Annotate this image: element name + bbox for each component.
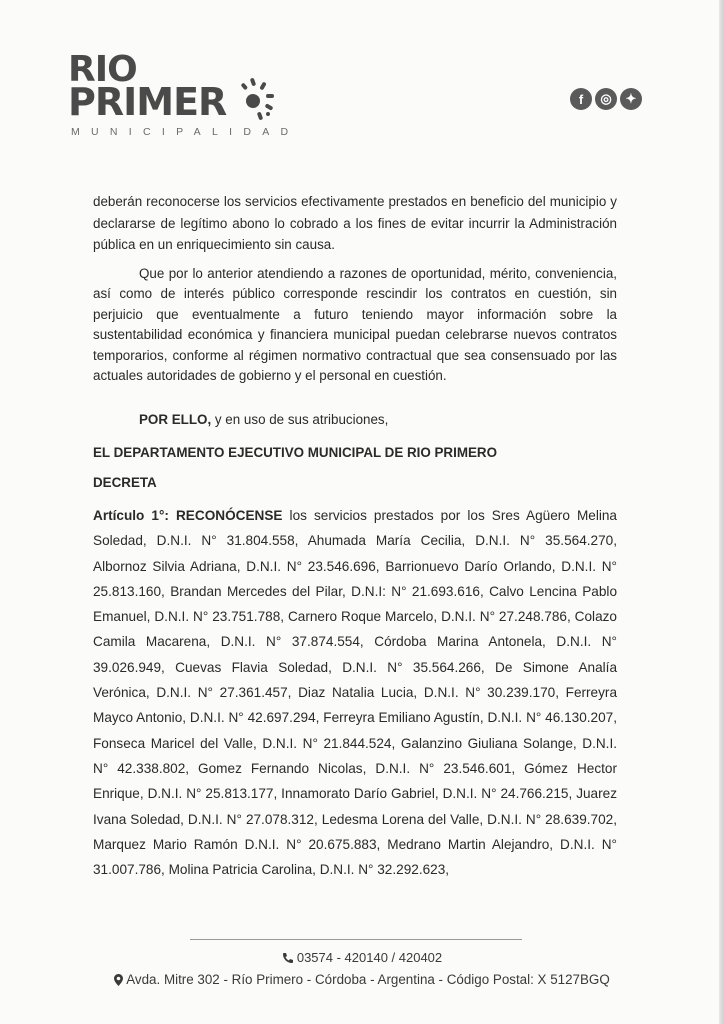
facebook-icon[interactable]: f bbox=[570, 88, 592, 110]
logo-line-primero: PRIMER bbox=[68, 80, 227, 124]
por-ello-bold: POR ELLO, bbox=[139, 412, 212, 427]
article-1 bbox=[93, 503, 617, 882]
department-heading: EL DEPARTAMENTO EJECUTIVO MUNICIPAL DE RIO PRIMERO bbox=[93, 445, 497, 460]
decreta-heading: DECRETA bbox=[93, 475, 157, 490]
address-text: Avda. Mitre 302 - Río Primero - Córdoba - Argentina - Código Postal: X 5127BGQ bbox=[126, 972, 610, 987]
footer-phone bbox=[0, 950, 724, 965]
social-icons bbox=[570, 88, 642, 110]
sun-logo-icon bbox=[230, 74, 276, 122]
article-1-label: Artículo 1°: bbox=[93, 508, 169, 523]
location-pin-icon bbox=[114, 974, 123, 986]
article-1-text: los servicios prestados por los Sres Agüero Melina Soledad, D.N.I. N° 31.804.558, Ahumada María Cecilia, D.N.I. N° 35.564.270, Albornoz Silvia Adriana, D.N.I. N° 23.546.696, Barrionuevo Darío Orlando, D.N.I. N° 25.813.160, Brandan Mercedes del Pilar, D.N.I: N° 21.693.616, Calvo Lencina Pablo Emanuel, D.N.I. N° 23.751.788, Carnero Roque Marcelo, D.N.I. N° 27.248.786, Colazo Camila Macarena, D.N.I. N° 37.874.554, Córdoba Marina Antonela, D.N.I. N° 39.026.949, Cuevas Flavia Soledad, D.N.I. N° 35.564.266, De Simone Analía Verónica, D.N.I. N° 27.361.457, Diaz Natalia Lucia, D.N.I. N° 30.239.170, Ferreyra Mayco Antonio, D.N.I. N° 42.697.294, Ferreyra Emiliano Agustín, D.N.I. N° 46.130.207, Fonseca Maricel del Valle, D.N.I. N° 21.844.524, Galanzino Giuliana Solange, D.N.I. N° 42.338.802, Gomez Fernando Nicolas, D.N.I. N° 23.546.601, Gómez Hector Enrique, D.N.I. N° 25.813.177, Innamorato Darío Gabriel, D.N.I. N° 24.766.215, Juarez Ivana Soledad, D.N.I. N° 27.078.312, Ledesma Lorena del Valle, D.N.I. N° 28.639.702, Marquez Mario Ramón D.N.I. N° 20.675.883, Medrano Martin Alejandro, D.N.I. N° 31.007.786, Molina Patricia Carolina, D.N.I. N° 32.292.623, bbox=[93, 508, 617, 878]
por-ello-rest: y en uso de sus atribuciones, bbox=[211, 412, 389, 427]
phone-text: 03574 - 420140 / 420402 bbox=[296, 950, 443, 965]
instagram-icon[interactable]: ◎ bbox=[595, 88, 617, 110]
footer-divider bbox=[190, 939, 522, 940]
paragraph-por-ello bbox=[93, 410, 617, 430]
logo-subtitle: MUNICIPALIDAD bbox=[71, 126, 300, 138]
page-edge bbox=[719, 0, 724, 1024]
footer-address bbox=[0, 972, 724, 987]
paragraph-rescind-contracts: Que por lo anterior atendiendo a razones de oportunidad, mérito, conveniencia, así como de interés público corresponde rescindir los contratos en cuestión, sin perjuicio que eventualmente a futuro teniendo mayor información sobre la sustentabilidad económica y financiera municipal puedan celebrarse nuevos contratos temporarios, conforme al régimen normativo contractual que sea consensuado por las actuales autoridades de gobierno y el personal en cuestión. bbox=[93, 266, 617, 384]
logo-line-rio: RIO bbox=[68, 49, 137, 90]
paragraph-legitimate-payment: deberán reconocerse los servicios efectivamente prestados en beneficio del municipio y declararse de legítimo abono lo cobrado a los fines de evitar incurrir la Administración pública en un enriquecimiento sin causa. bbox=[93, 194, 617, 252]
twitter-icon[interactable]: ✦ bbox=[620, 88, 642, 110]
article-1-keyword: RECONÓCENSE bbox=[168, 508, 283, 523]
municipality-logo bbox=[68, 49, 300, 142]
phone-icon bbox=[282, 952, 294, 964]
